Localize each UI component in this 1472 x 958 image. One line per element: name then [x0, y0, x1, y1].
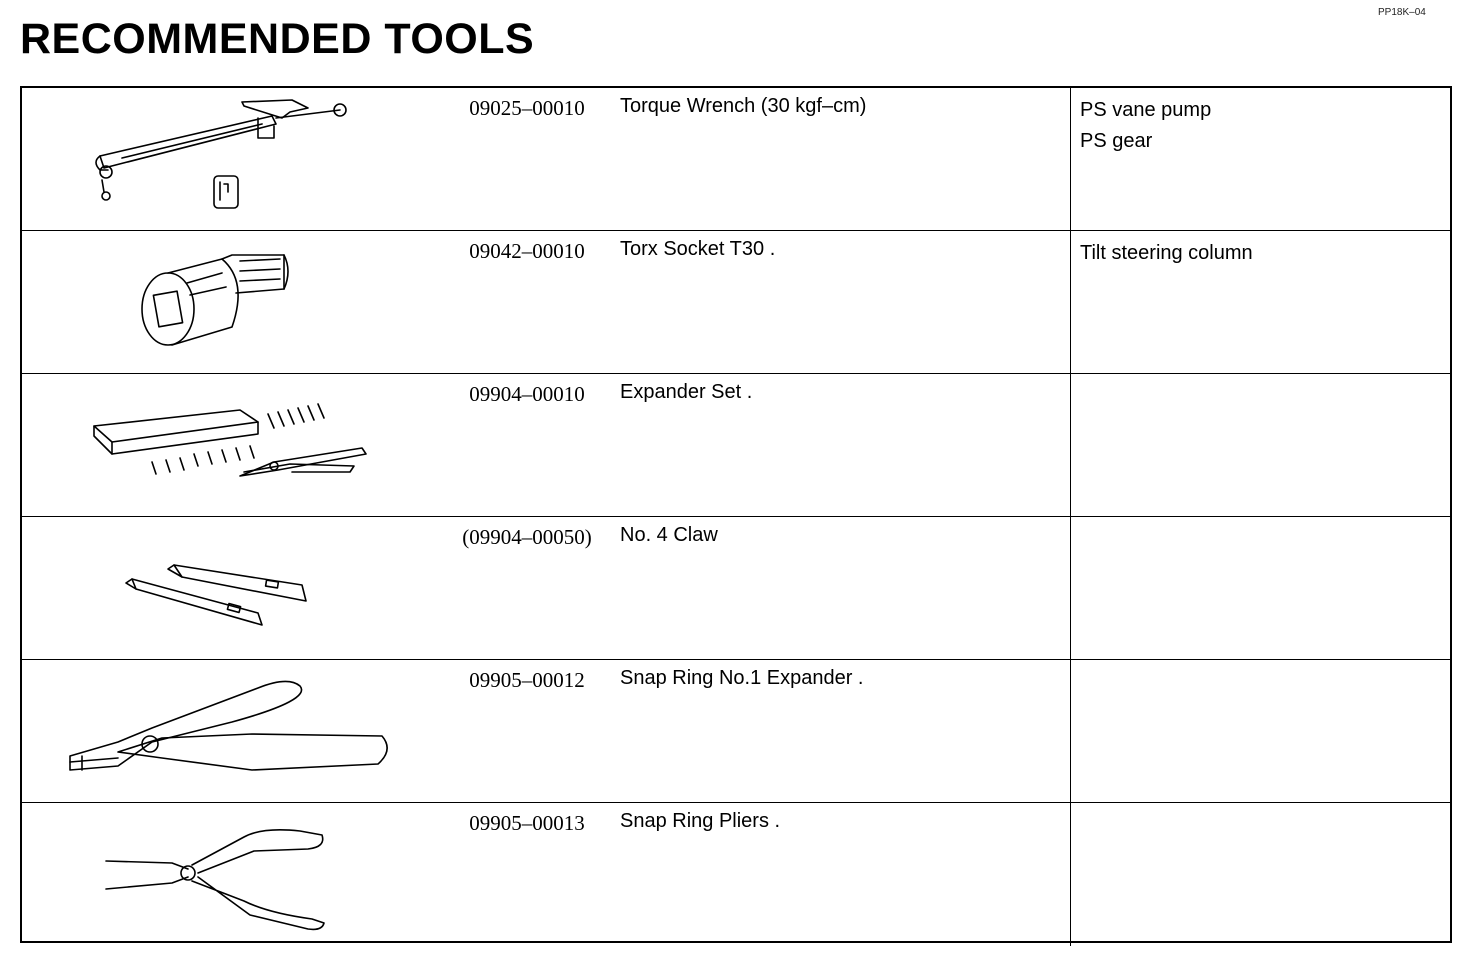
usage-item: Tilt steering column [1080, 242, 1253, 264]
tool-name: Torx Socket T30 . [620, 238, 776, 260]
tools-table [20, 86, 1452, 943]
torx-socket-illustration [22, 231, 442, 373]
document-code: PP18K–04 [1378, 7, 1426, 18]
part-number: (09904–00050) [462, 525, 592, 549]
column-divider [1070, 374, 1071, 516]
tool-name: Snap Ring Pliers . [620, 810, 781, 832]
usage-item: PS vane pump [1080, 99, 1212, 121]
column-divider [1070, 803, 1071, 946]
usage-list [1080, 95, 1211, 157]
table-row [22, 374, 1450, 517]
torque-wrench-illustration [22, 88, 442, 230]
part-number: 09025–00010 [469, 96, 585, 120]
tool-name: Torque Wrench (30 kgf–cm) [620, 95, 867, 117]
column-divider [1070, 88, 1071, 230]
part-number: 09042–00010 [469, 239, 585, 263]
tool-name: No. 4 Claw [620, 524, 718, 546]
table-row [22, 803, 1450, 946]
table-row [22, 660, 1450, 803]
column-divider [1070, 231, 1071, 373]
table-row [22, 231, 1450, 374]
tool-name: Expander Set . [620, 381, 753, 403]
usage-item: PS gear [1080, 130, 1153, 152]
table-row [22, 88, 1450, 231]
column-divider [1070, 517, 1071, 659]
part-number: 09904–00010 [469, 382, 585, 406]
tool-name: Snap Ring No.1 Expander . [620, 667, 864, 689]
part-number: 09905–00012 [469, 668, 585, 692]
snap-ring-expander-illustration [22, 660, 442, 802]
snap-ring-pliers-illustration [22, 803, 442, 945]
column-divider [1070, 660, 1071, 802]
usage-list [1080, 238, 1253, 269]
page-title: RECOMMENDED TOOLS [20, 15, 535, 63]
expander-set-illustration [22, 374, 442, 516]
claw-illustration [22, 517, 442, 659]
part-number: 09905–00013 [469, 811, 585, 835]
table-row [22, 517, 1450, 660]
